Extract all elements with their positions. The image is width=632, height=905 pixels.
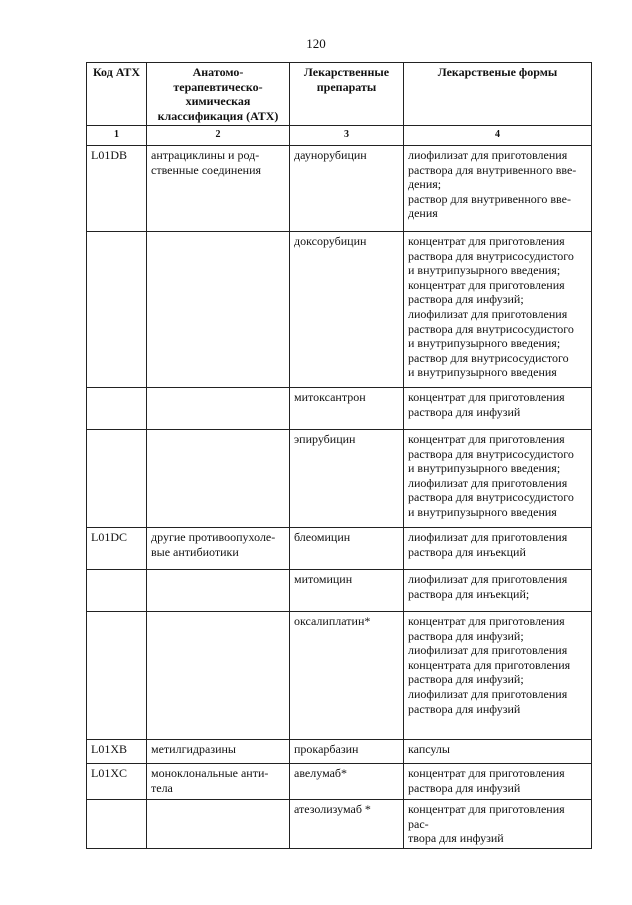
header-row	[87, 63, 592, 126]
header-drugs: Лекарственные препараты	[290, 63, 404, 126]
classification-line: ственные соединения	[151, 162, 262, 177]
dosage-form-line: раствора для внутрисосудистого	[408, 248, 574, 263]
atc-code	[87, 231, 147, 387]
atc-classification	[147, 429, 290, 527]
drug-name: митомицин	[290, 569, 404, 611]
dosage-form-line: лиофилизат для приготовления	[408, 643, 568, 658]
header-classification: Анатомо-терапевтическо-химическая классификация (АТХ)	[147, 63, 290, 126]
atc-code: L01DC	[87, 527, 147, 569]
dosage-form-line: и внутрипузырного введения	[408, 365, 557, 380]
dosage-forms	[404, 145, 592, 231]
column-number: 3	[290, 126, 404, 146]
atc-code	[87, 387, 147, 429]
header-forms: Лекарственые формы	[404, 63, 592, 126]
dosage-form-line: концентрат для приготовления рас-	[408, 801, 565, 831]
table-row	[87, 527, 592, 569]
column-number-row	[87, 126, 592, 146]
dosage-form-line: раствора для инфузий	[408, 780, 521, 795]
dosage-form-line: раствора для внутривенного вве-	[408, 162, 577, 177]
atc-classification	[147, 231, 290, 387]
dosage-form-line: дения;	[408, 177, 442, 192]
drug-name: оксалиплатин*	[290, 611, 404, 739]
dosage-form-line: раствор для внутривенного вве-	[408, 191, 571, 206]
atc-classification	[147, 145, 290, 231]
dosage-form-line: раствор для внутрисосудистого	[408, 350, 569, 365]
classification-line: антрациклины и род-	[151, 147, 260, 162]
table-row	[87, 739, 592, 763]
dosage-form-line: раствора для внутрисосудистого	[408, 446, 574, 461]
dosage-form-line: раствора для инфузий;	[408, 672, 524, 687]
dosage-forms	[404, 739, 592, 763]
drug-name: атезолизумаб *	[290, 799, 404, 848]
atc-classification	[147, 799, 290, 848]
column-number: 1	[87, 126, 147, 146]
page-number: 120	[306, 36, 326, 51]
dosage-form-line: лиофилизат для приготовления	[408, 306, 568, 321]
dosage-form-line: раствора для инфузий;	[408, 292, 524, 307]
dosage-form-line: лиофилизат для приготовления	[408, 686, 568, 701]
atc-classification	[147, 739, 290, 763]
dosage-forms	[404, 799, 592, 848]
classification-line: метилгидразины	[151, 741, 236, 756]
table-row	[87, 145, 592, 231]
atc-code	[87, 799, 147, 848]
drug-name: доксорубицин	[290, 231, 404, 387]
table-row	[87, 429, 592, 527]
dosage-form-line: концентрат для приготовления	[408, 233, 565, 248]
classification-line: моноклональные анти-	[151, 765, 269, 780]
dosage-form-line: концентрат для приготовления	[408, 277, 565, 292]
dosage-form-line: лиофилизат для приготовления	[408, 475, 568, 490]
dosage-form-line: дения	[408, 206, 438, 221]
table-body	[87, 145, 592, 848]
classification-line: вые антибиотики	[151, 544, 239, 559]
dosage-forms	[404, 231, 592, 387]
drug-name: митоксантрон	[290, 387, 404, 429]
atc-classification	[147, 527, 290, 569]
table-row	[87, 763, 592, 799]
dosage-form-line: и внутрипузырного введения;	[408, 461, 561, 476]
dosage-form-line: концентрат для приготовления	[408, 613, 565, 628]
classification-line: другие противоопухоле-	[151, 529, 276, 544]
dosage-form-line: раствора для инъекций;	[408, 586, 530, 601]
dosage-form-line: концентрата для приготовления	[408, 657, 571, 672]
atc-classification	[147, 611, 290, 739]
table-row	[87, 799, 592, 848]
drug-name: эпирубицин	[290, 429, 404, 527]
atc-code: L01XB	[87, 739, 147, 763]
drug-name: прокарбазин	[290, 739, 404, 763]
atc-classification	[147, 763, 290, 799]
header-code: Код АТХ	[87, 63, 147, 126]
dosage-form-line: раствора для инфузий	[408, 701, 521, 716]
drug-table	[86, 62, 592, 849]
dosage-form-line: концентрат для приготовления	[408, 431, 565, 446]
atc-code	[87, 429, 147, 527]
table-row	[87, 611, 592, 739]
dosage-form-line: концентрат для приготовления	[408, 389, 565, 404]
classification-line: тела	[151, 780, 173, 795]
dosage-form-line: лиофилизат для приготовления	[408, 529, 568, 544]
dosage-form-line: и внутрипузырного введения;	[408, 336, 561, 351]
dosage-form-line: раствора для внутрисосудистого	[408, 321, 574, 336]
table-row	[87, 569, 592, 611]
column-number: 4	[404, 126, 592, 146]
table-row	[87, 387, 592, 429]
dosage-form-line: лиофилизат для приготовления	[408, 571, 568, 586]
dosage-form-line: раствора для инфузий;	[408, 628, 524, 643]
dosage-form-line: раствора для инъекций	[408, 544, 526, 559]
dosage-forms	[404, 569, 592, 611]
dosage-forms	[404, 611, 592, 739]
table-row	[87, 231, 592, 387]
dosage-form-line: твора для инфузий	[408, 831, 504, 846]
dosage-form-line: капсулы	[408, 741, 450, 756]
atc-code: L01DB	[87, 145, 147, 231]
drug-name: авелумаб*	[290, 763, 404, 799]
dosage-forms	[404, 763, 592, 799]
dosage-form-line: раствора для внутрисосудистого	[408, 490, 574, 505]
dosage-form-line: раствора для инфузий	[408, 404, 521, 419]
column-number: 2	[147, 126, 290, 146]
dosage-forms	[404, 387, 592, 429]
dosage-form-line: лиофилизат для приготовления	[408, 147, 568, 162]
atc-classification	[147, 387, 290, 429]
dosage-forms	[404, 429, 592, 527]
dosage-form-line: и внутрипузырного введения	[408, 504, 557, 519]
dosage-form-line: концентрат для приготовления	[408, 765, 565, 780]
drug-name: даунорубицин	[290, 145, 404, 231]
atc-classification	[147, 569, 290, 611]
atc-code	[87, 611, 147, 739]
drug-name: блеомицин	[290, 527, 404, 569]
atc-code	[87, 569, 147, 611]
atc-code: L01XC	[87, 763, 147, 799]
dosage-form-line: и внутрипузырного введения;	[408, 263, 561, 278]
dosage-forms	[404, 527, 592, 569]
